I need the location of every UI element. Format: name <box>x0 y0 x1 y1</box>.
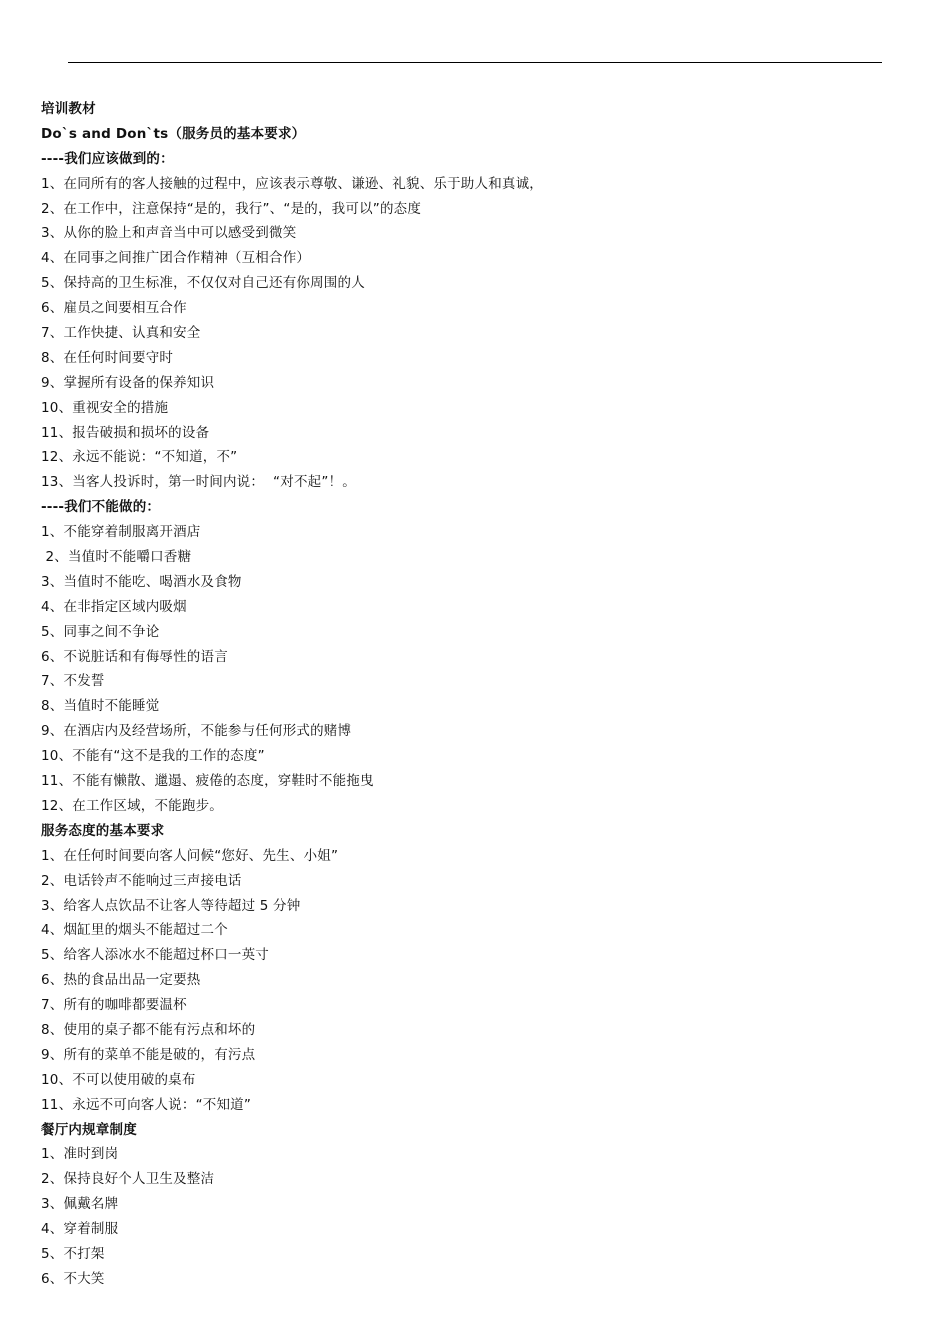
list-item: 10、重视安全的措施 <box>41 399 169 416</box>
header-rule <box>68 62 882 63</box>
section-heading: 服务态度的基本要求 <box>41 822 165 839</box>
list-item: 4、在同事之间推广团合作精神（互相合作） <box>41 250 311 267</box>
list-item: 11、不能有懒散、邋遢、疲倦的态度，穿鞋时不能拖曳 <box>41 773 374 790</box>
list-item: 1、准时到岗 <box>41 1146 119 1163</box>
list-item: 3、给客人点饮品不让客人等待超过 5 分钟 <box>41 897 301 914</box>
list-item: 4、在非指定区域内吸烟 <box>41 598 187 615</box>
section-restaurant-rules <box>41 1118 921 1292</box>
list-item: 7、工作快捷、认真和安全 <box>41 325 201 342</box>
section-donts <box>41 495 921 819</box>
section-heading: ----我们不能做的： <box>41 499 161 516</box>
section-dos <box>41 147 921 495</box>
list-item: 11、报告破损和损坏的设备 <box>41 424 210 441</box>
document-body <box>41 97 921 1292</box>
list-item: 11、永远不可向客人说：“不知道” <box>41 1096 252 1113</box>
list-item: 4、烟缸里的烟头不能超过二个 <box>41 922 228 939</box>
list-item: 12、永远不能说：“不知道，不” <box>41 449 238 466</box>
list-item: 13、当客人投诉时，第一时间内说： “对不起”！。 <box>41 474 356 491</box>
list-item: 12、在工作区域，不能跑步。 <box>41 797 223 814</box>
list-item: 6、不说脏话和有侮辱性的语言 <box>41 648 228 665</box>
list-item: 5、不打架 <box>41 1245 105 1262</box>
list-item: 2、保持良好个人卫生及整洁 <box>41 1171 215 1188</box>
list-item: 8、使用的桌子都不能有污点和坏的 <box>41 1021 256 1038</box>
list-item: 1、在任何时间要向客人问候“您好、先生、小姐” <box>41 847 339 864</box>
list-item: 10、不能有“这不是我的工作的态度” <box>41 748 265 765</box>
list-item: 6、热的食品出品一定要热 <box>41 972 201 989</box>
list-item: 6、雇员之间要相互合作 <box>41 300 187 317</box>
list-item: 3、当值时不能吃、喝酒水及食物 <box>41 573 242 590</box>
list-item: 9、在酒店内及经营场所，不能参与任何形式的赌博 <box>41 723 352 740</box>
list-item: 3、从你的脸上和声音当中可以感受到微笑 <box>41 225 297 242</box>
section-service-attitude <box>41 819 921 1118</box>
list-item: 8、当值时不能睡觉 <box>41 698 160 715</box>
section-heading: 餐厅内规章制度 <box>41 1121 137 1138</box>
list-item: 7、所有的咖啡都要温杯 <box>41 997 187 1014</box>
list-item: 5、给客人添冰水不能超过杯口一英寸 <box>41 947 269 964</box>
document-title: 培训教材 <box>41 101 96 117</box>
list-item: 3、佩戴名牌 <box>41 1196 119 1213</box>
list-item: 5、同事之间不争论 <box>41 623 160 640</box>
list-item: 10、不可以使用破的桌布 <box>41 1071 196 1088</box>
list-item: 9、掌握所有设备的保养知识 <box>41 374 215 391</box>
list-item: 4、穿着制服 <box>41 1221 119 1238</box>
list-item: 8、在任何时间要守时 <box>41 349 174 366</box>
list-item: 6、不大笑 <box>41 1270 105 1287</box>
list-item: 9、所有的菜单不能是破的，有污点 <box>41 1046 256 1063</box>
list-item: 1、在同所有的客人接触的过程中，应该表示尊敬、谦逊、礼貌、乐于助人和真诚， <box>41 175 543 192</box>
list-item: 2、电话铃声不能响过三声接电话 <box>41 872 242 889</box>
document-subtitle: Do`s and Don`ts（服务员的基本要求） <box>41 125 306 142</box>
section-heading: ----我们应该做到的： <box>41 150 174 167</box>
list-item: 1、不能穿着制服离开酒店 <box>41 524 201 541</box>
list-item: 7、不发誓 <box>41 673 105 690</box>
list-item: 5、保持高的卫生标准，不仅仅对自己还有你周围的人 <box>41 275 365 292</box>
list-item: 2、当值时不能嚼口香糖 <box>41 549 192 566</box>
list-item: 2、在工作中，注意保持“是的，我行”、“是的，我可以”的态度 <box>41 200 422 217</box>
